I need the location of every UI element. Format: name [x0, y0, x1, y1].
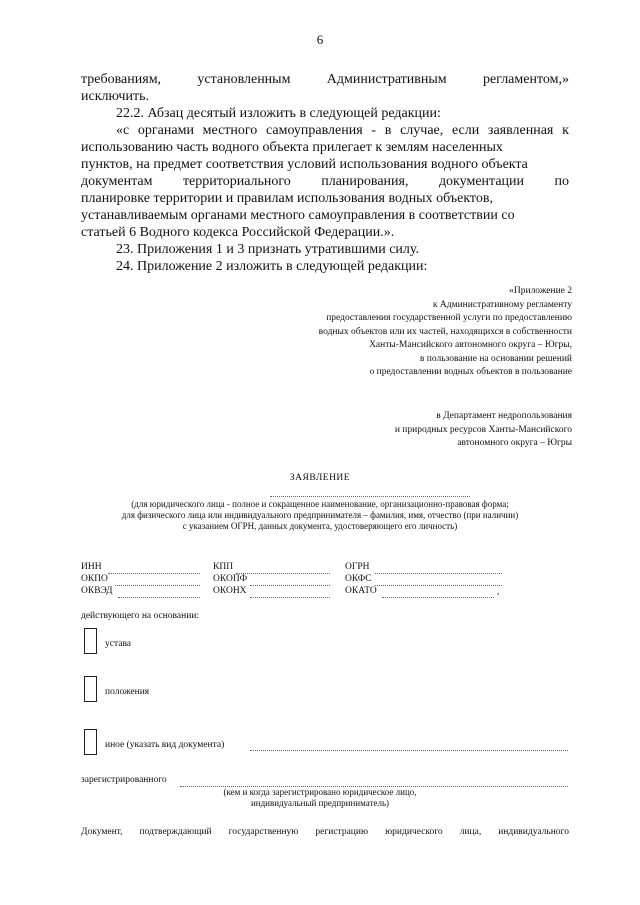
other-document-label: иное (указать вид документа) — [105, 740, 225, 750]
addressee-line: и природных ресурсов Ханты-Мансийского — [394, 424, 572, 435]
appendix-line: в пользование на основании решений — [419, 353, 572, 364]
regulation-checkbox[interactable] — [84, 676, 97, 702]
other-document-field[interactable] — [250, 750, 568, 751]
word: юридического — [385, 827, 443, 837]
body-line-12: 24. Приложение 2 изложить в следующей редакции: — [116, 259, 428, 274]
acting-basis-label: действующего на основании: — [81, 611, 200, 621]
form-caption — [0, 499, 640, 532]
body-line-6: пунктов, на предмет соответствия условий использования водного объекта — [81, 157, 528, 172]
form-title: ЗАЯВЛЕНИЕ — [289, 473, 351, 483]
appendix-line: предоставления государственной услуги по предоставлению — [326, 313, 572, 323]
appendix-line: о предоставлении водных объектов в пользование — [369, 367, 572, 377]
okfs-label: ОКФС — [345, 574, 372, 584]
body-line-1 — [81, 71, 569, 88]
word: - — [371, 123, 377, 138]
regulation-label: положения — [105, 687, 150, 697]
caption-line: индивидуальный предприниматель) — [250, 798, 390, 808]
appendix-header — [319, 285, 572, 380]
applicant-name-field[interactable] — [270, 496, 470, 497]
word: в — [384, 123, 392, 138]
word: «с — [116, 123, 130, 138]
body-line-3: 22.2. Абзац десятый изложить в следующей редакции: — [116, 106, 441, 121]
appendix-line: водных объектов или их частей, находящихся в собственности — [318, 326, 572, 337]
appendix-line: к Административному регламенту — [432, 299, 572, 310]
okopf-label: ОКОПФ — [213, 574, 248, 584]
okato-label: ОКАТО — [345, 586, 377, 596]
word: по — [554, 174, 569, 189]
word: регистрацию — [315, 827, 369, 837]
body-line-4 — [116, 122, 569, 139]
body-line-2: исключить. — [81, 89, 149, 104]
word: самоуправления — [265, 123, 363, 138]
body-line-7 — [81, 173, 569, 190]
appendix-line: «Приложение 2 — [509, 286, 572, 296]
word: документации — [438, 174, 525, 189]
ogrn-label: ОГРН — [345, 562, 370, 572]
body-line-11: 23. Приложения 1 и 3 признать утратившими силу. — [116, 242, 419, 257]
okonh-label: ОКОНХ — [213, 586, 247, 596]
word: органами — [137, 123, 194, 138]
word: случае, — [400, 123, 444, 138]
caption-line: с указанием ОГРН, данных документа, удостоверяющего его личность) — [182, 521, 458, 531]
addressee — [395, 410, 572, 451]
okpo-field[interactable] — [115, 585, 200, 586]
okved-label: ОКВЭД — [81, 586, 113, 596]
word: документам — [81, 174, 153, 189]
other-document-checkbox[interactable] — [84, 729, 97, 755]
body-line-5: использованию часть водного объекта прилегает к землям населенных — [81, 140, 503, 155]
ogrn-field[interactable] — [375, 573, 502, 574]
okfs-field[interactable] — [375, 585, 502, 586]
word: к — [562, 123, 569, 138]
body-line-8: планировке территории и правилам использования водных объектов, — [81, 191, 493, 206]
word: индивидуального — [498, 827, 569, 837]
caption-line: для физического лица или индивидуального предпринимателя – фамилия, имя, отчество (при наличии) — [121, 510, 519, 520]
word: лица, — [459, 827, 482, 837]
okpo-label: ОКПО — [81, 574, 108, 584]
body-line-10: статьей 6 Водного кодекса Российской Федерации.». — [81, 225, 395, 240]
word: государственную — [228, 827, 299, 837]
charter-label: устава — [105, 639, 132, 649]
kpp-label: КПП — [213, 562, 234, 572]
body-line-9: устанавливаемым органами местного самоуправления в соответствии со — [81, 208, 515, 223]
inn-label: ИНН — [81, 562, 102, 572]
registered-label: зарегистрированного — [81, 775, 167, 785]
word: установленным — [197, 72, 291, 87]
caption-line: (для юридического лица - полное и сокращенное наименование, организационно-правовая форма; — [131, 499, 509, 509]
word: Документ, — [81, 827, 123, 837]
okved-field[interactable] — [118, 597, 200, 598]
okonh-field[interactable] — [250, 597, 330, 598]
word: если — [451, 123, 480, 138]
kpp-field[interactable] — [236, 573, 330, 574]
registration-document-line — [81, 826, 569, 838]
caption-line: (кем и когда зарегистрировано юридическое лицо, — [223, 787, 417, 797]
word: регламентом,» — [482, 72, 569, 87]
page-number: 6 — [316, 32, 324, 47]
word: подтверждающий — [139, 827, 212, 837]
word: Административным — [326, 72, 447, 87]
okato-comma: , — [497, 587, 500, 597]
inn-field[interactable] — [108, 573, 200, 574]
charter-checkbox[interactable] — [84, 628, 97, 654]
word: требованиям, — [81, 72, 162, 87]
appendix-line: Ханты-Мансийского автономного округа – Югры, — [369, 340, 572, 350]
word: местного — [202, 123, 258, 138]
registered-caption — [0, 787, 640, 809]
okopf-field[interactable] — [250, 585, 330, 586]
word: территориального — [182, 174, 291, 189]
word: планирования, — [321, 174, 409, 189]
word: заявленная — [487, 123, 554, 138]
okato-field[interactable] — [382, 597, 494, 598]
addressee-line: в Департамент недропользования — [436, 411, 572, 421]
addressee-line: автономного округа – Югры — [457, 438, 572, 448]
